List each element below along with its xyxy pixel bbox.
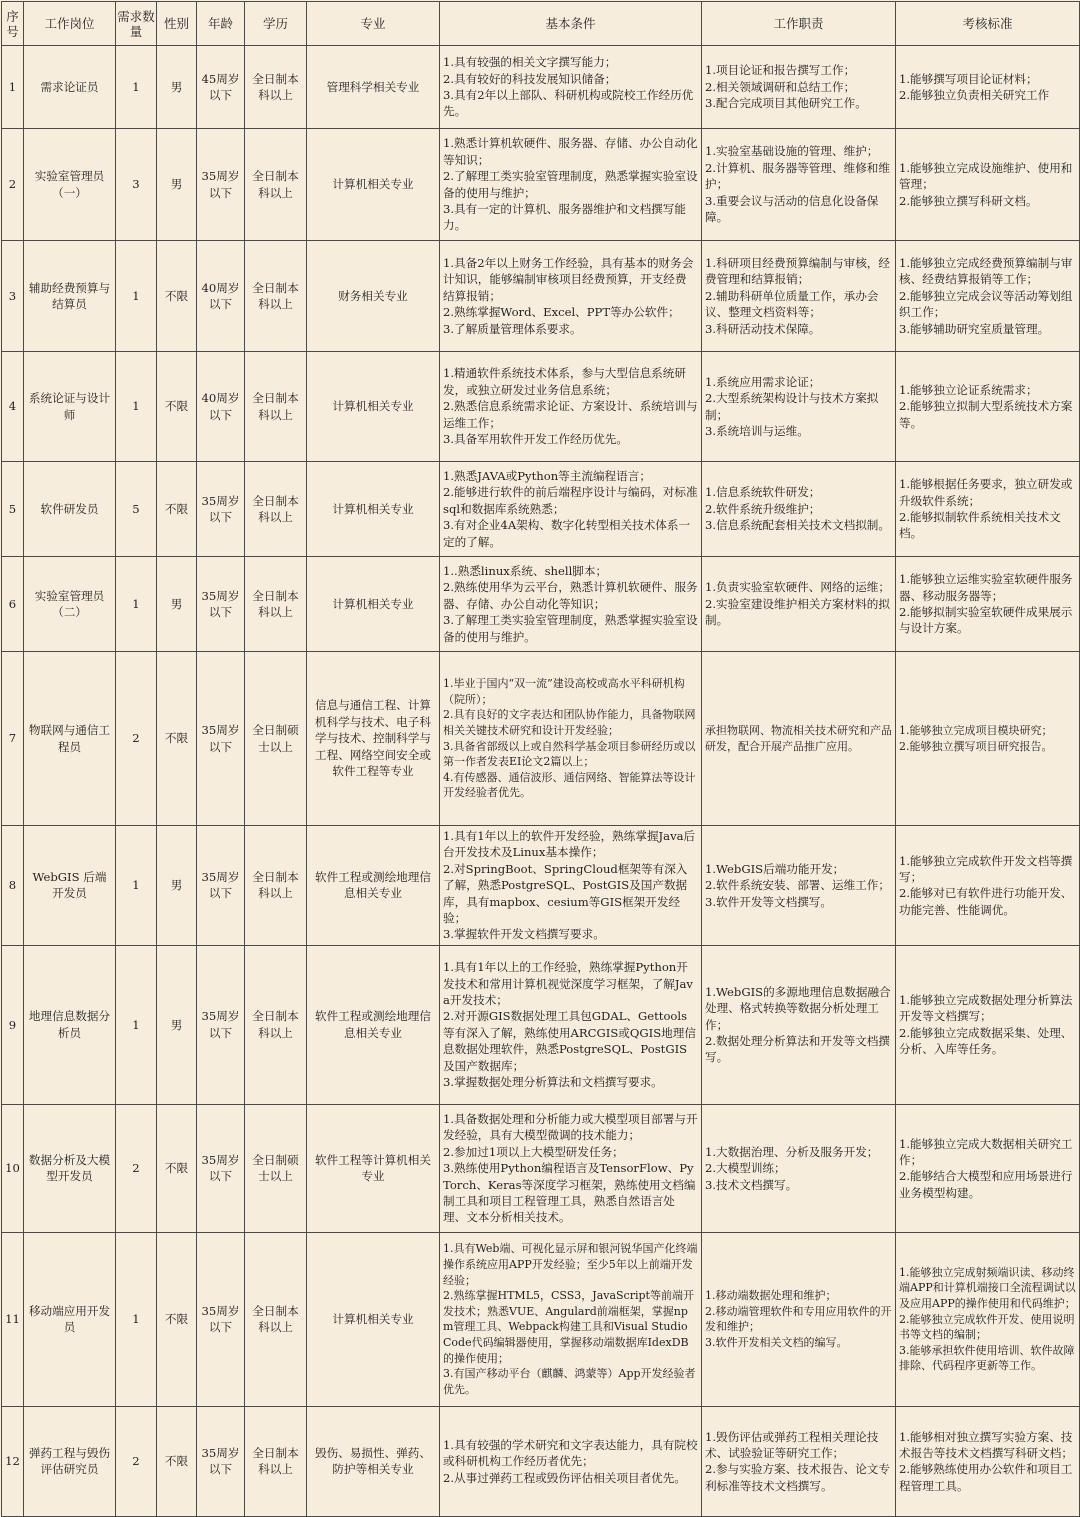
row-conditions xyxy=(440,462,702,557)
list-item: 3.系统培训与运维。 xyxy=(705,423,809,438)
list-item: 1.具有较强的学术研究和文字表达能力，具有院校或科研机构工作经历者优先； xyxy=(443,1437,698,1469)
row-edu: 全日制本科以上 xyxy=(245,462,307,557)
list-item: 3.软件开发相关文档的编写。 xyxy=(705,1335,848,1349)
col-post: 工作岗位 xyxy=(24,2,116,46)
row-no: 7 xyxy=(2,652,24,826)
row-age: 45周岁以下 xyxy=(197,46,245,129)
row-conditions xyxy=(440,652,702,826)
list-item: 1.能够根据任务要求，独立研发或升级软件系统； xyxy=(899,477,1073,508)
list-item: 2.能够独立完成软件开发、使用说明书等文档的编制； xyxy=(899,1312,1075,1342)
list-item: 1.WebGIS的多源地理信息数据融合处理、格式转换等数据分析处理工作； xyxy=(705,984,891,1032)
row-gender: 男 xyxy=(157,945,197,1104)
row-conditions xyxy=(440,1406,702,1516)
list-item: 2.计算机、服务器等管理、维修和维护； xyxy=(705,160,890,192)
row-gender: 不限 xyxy=(157,352,197,462)
table-row xyxy=(2,241,1080,352)
list-item: 2.能够独立完成数据采集、处理、分析、入库等任务。 xyxy=(899,1025,1073,1057)
list-item: 1.熟悉计算机软硬件、服务器、存储、办公自动化等知识； xyxy=(443,136,698,167)
list-item: 2.具有较好的科技发展知识储备； xyxy=(443,71,617,86)
list-item: 1.移动端数据处理和维护； xyxy=(705,1289,837,1303)
row-post: 地理信息数据分析员 xyxy=(24,945,116,1104)
row-count: 1 xyxy=(116,241,157,352)
list-item: 3.技术文档撰写。 xyxy=(705,1177,798,1192)
list-item: 3.配合完成项目其他研究工作。 xyxy=(705,96,867,111)
row-assessment xyxy=(896,826,1080,946)
row-gender: 不限 xyxy=(157,1406,197,1516)
row-major: 财务相关专业 xyxy=(307,241,440,352)
row-duties xyxy=(702,1406,896,1516)
row-no: 9 xyxy=(2,945,24,1104)
row-age: 35周岁以下 xyxy=(197,826,245,946)
list-item: 2.辅助科研单位质量工作，承办会议、整理文档资料等； xyxy=(705,288,879,320)
table-row xyxy=(2,1104,1080,1232)
row-assessment xyxy=(896,1104,1080,1232)
list-item: 1.负责实验室软硬件、网络的运维； xyxy=(705,580,890,595)
row-age: 35周岁以下 xyxy=(197,1232,245,1406)
list-item: 2.能够进行软件的前后端程序设计与编码，对标准sql和数据库系统熟悉； xyxy=(443,485,698,516)
list-item: 3.能够辅助研究室质量管理。 xyxy=(899,321,1050,336)
list-item: 1.能够独立完成项目模块研究； xyxy=(899,723,1053,737)
list-item: 2.具有良好的文字表达和团队协作能力，具备物联网相关关键技术研究和设计开发经验； xyxy=(443,708,696,737)
row-conditions xyxy=(440,46,702,129)
row-conditions xyxy=(440,129,702,241)
list-item: 3.具有2年以上部队、科研机构或院校工作经历优先。 xyxy=(443,88,694,119)
row-duties xyxy=(702,826,896,946)
row-no: 6 xyxy=(2,557,24,652)
col-conditions: 基本条件 xyxy=(440,2,702,46)
list-item: 2.熟练掌握HTML5，CSS3，JavaScript等前端开发技术；熟悉VUE、Angulard前端框架，掌握npm管理工具、Webpack构建工具和Visual Studio Code代码编辑器使用，掌握移动端数据库IdexDB的操作使用； xyxy=(443,1289,694,1365)
list-item: 1.能够独立完成数据处理分析算法开发等文档撰写； xyxy=(899,993,1073,1024)
list-item: 2.能够独立撰写科研文档。 xyxy=(899,193,1038,208)
list-item: 3.信息系统配套相关技术文档拟制。 xyxy=(705,518,890,533)
row-assessment xyxy=(896,945,1080,1104)
list-item: 3.科研活动技术保障。 xyxy=(705,321,821,336)
row-gender: 不限 xyxy=(157,652,197,826)
row-major: 软件工程或测绘地理信息相关专业 xyxy=(307,945,440,1104)
row-major: 软件工程或测绘地理信息相关专业 xyxy=(307,826,440,946)
row-duties xyxy=(702,1104,896,1232)
list-item: 3.了解理工类实验室管理制度，熟悉掌握实验室设备的使用与维护。 xyxy=(443,613,698,644)
list-item: 2.相关领域调研和总结工作； xyxy=(705,79,856,94)
row-gender: 不限 xyxy=(157,462,197,557)
list-item: 1.大数据治理、分析及服务开发； xyxy=(705,1144,879,1159)
list-item: 2.大型系统架构设计与技术方案拟制； xyxy=(705,391,879,422)
row-gender: 男 xyxy=(157,46,197,129)
row-assessment xyxy=(896,557,1080,652)
row-edu: 全日制本科以上 xyxy=(245,129,307,241)
list-item: 2.能够独立撰写项目研究报告。 xyxy=(899,739,1053,753)
list-item: 1.具有Web端、可视化显示屏和银河锐华国产化终端操作系统应用APP开发经验；至少5年以上前端开发经验； xyxy=(443,1242,698,1287)
row-no: 10 xyxy=(2,1104,24,1232)
row-conditions xyxy=(440,241,702,352)
row-post: 数据分析及大模型开发员 xyxy=(24,1104,116,1232)
row-post: WebGIS 后端开发员 xyxy=(24,826,116,946)
list-item: 1.毕业于国内“双一流”建设高校或高水平科研机构（院所）； xyxy=(443,677,685,706)
row-count: 1 xyxy=(116,46,157,129)
list-item: 1.能够独立论证系统需求； xyxy=(899,382,1038,397)
row-edu: 全日制本科以上 xyxy=(245,46,307,129)
list-item: 3.掌握软件开发文档撰写要求。 xyxy=(443,927,605,942)
row-assessment xyxy=(896,462,1080,557)
list-item: 1.毁伤评估或弹药工程相关理论技术、试验验证等研究工作； xyxy=(705,1429,879,1460)
row-edu: 全日制本科以上 xyxy=(245,945,307,1104)
list-item: 1.精通软件系统技术体系，参与大型信息系统研发，或独立研发过业务信息系统； xyxy=(443,366,686,397)
row-assessment xyxy=(896,129,1080,241)
row-gender: 不限 xyxy=(157,1232,197,1406)
row-post: 辅助经费预算与结算员 xyxy=(24,241,116,352)
row-post: 弹药工程与毁伤评估研究员 xyxy=(24,1406,116,1516)
list-item: 3.软件开发等文档撰写。 xyxy=(705,894,832,909)
list-item: 2.对开源GIS数据处理工具包GDAL、Gettools等有深入了解，熟练使用ARCGIS或QGIS地理信息数据处理软件，熟悉PostgreSQL、PostGIS及国产数据库； xyxy=(443,1009,696,1073)
list-item: 2.软件系统升级维护； xyxy=(705,501,821,516)
table-row xyxy=(2,826,1080,946)
recruitment-table xyxy=(1,1,1080,1517)
row-count: 2 xyxy=(116,1104,157,1232)
list-item: 2.能够拟制软件系统相关技术文档。 xyxy=(899,510,1061,541)
list-item: 3.了解质量管理体系要求。 xyxy=(443,321,582,336)
header-row xyxy=(2,2,1080,46)
list-item: 2.熟悉信息系统需求论证、方案设计、系统培训与运维工作； xyxy=(443,399,698,430)
row-edu: 全日制本科以上 xyxy=(245,1406,307,1516)
table-row xyxy=(2,129,1080,241)
list-item: 1.能够独立运维实验室软硬件服务器、移动服务器等； xyxy=(899,572,1073,603)
list-item: 2.能够熟练使用办公软件和项目工程管理工具。 xyxy=(899,1462,1073,1493)
list-item: 1.能够独立完成大数据相关研究工作； xyxy=(899,1136,1073,1167)
list-item: 承担物联网、物流相关技术研究和产品研发，配合开展产品推广应用。 xyxy=(705,723,892,753)
list-item: 1.系统应用需求论证； xyxy=(705,374,821,389)
row-edu: 全日制硕士以上 xyxy=(245,652,307,826)
col-edu: 学历 xyxy=(245,2,307,46)
row-count: 1 xyxy=(116,945,157,1104)
list-item: 2.能够结合大模型和应用场景进行业务模型构建。 xyxy=(899,1169,1073,1200)
row-conditions xyxy=(440,1104,702,1232)
row-count: 1 xyxy=(116,557,157,652)
row-post: 移动端应用开发员 xyxy=(24,1232,116,1406)
table-row xyxy=(2,945,1080,1104)
list-item: 2.对SpringBoot、SpringCloud框架等有深入了解，熟悉PostgreSQL、PostGIS及国产数据库，具有mapbox、cesium等GIS框架开发经验； xyxy=(443,861,688,926)
row-no: 5 xyxy=(2,462,24,557)
list-item: 1.具有较强的相关文字撰写能力； xyxy=(443,55,617,70)
row-edu: 全日制硕士以上 xyxy=(245,1104,307,1232)
col-count: 需求数量 xyxy=(116,2,157,46)
list-item: 2.熟练使用华为云平台，熟悉计算机软硬件、服务器、存储、办公自动化等知识； xyxy=(443,580,698,611)
row-count: 2 xyxy=(116,1406,157,1516)
row-conditions xyxy=(440,352,702,462)
row-major: 计算机相关专业 xyxy=(307,1232,440,1406)
row-age: 35周岁以下 xyxy=(197,652,245,826)
row-post: 实验室管理员（一） xyxy=(24,129,116,241)
row-age: 35周岁以下 xyxy=(197,557,245,652)
row-duties xyxy=(702,46,896,129)
row-no: 4 xyxy=(2,352,24,462)
col-major: 专业 xyxy=(307,2,440,46)
col-duties: 工作职责 xyxy=(702,2,896,46)
list-item: 1.信息系统软件研发； xyxy=(705,485,821,500)
row-major: 计算机相关专业 xyxy=(307,352,440,462)
table-row xyxy=(2,352,1080,462)
row-age: 35周岁以下 xyxy=(197,945,245,1104)
row-count: 1 xyxy=(116,1232,157,1406)
row-edu: 全日制本科以上 xyxy=(245,557,307,652)
list-item: 2.数据处理分析算法和开发等文档撰写。 xyxy=(705,1034,890,1065)
row-assessment xyxy=(896,652,1080,826)
row-post: 软件研发员 xyxy=(24,462,116,557)
row-count: 2 xyxy=(116,652,157,826)
list-item: 2.能够拟制实验室软硬件成果展示与设计方案。 xyxy=(899,605,1073,636)
row-major: 信息与通信工程、计算机科学与技术、电子科学与技术、控制科学与工程、网络空间安全或软件工程等专业 xyxy=(307,652,440,826)
row-gender: 不限 xyxy=(157,241,197,352)
list-item: 3.掌握数据处理分析算法和文档撰写要求。 xyxy=(443,1075,663,1090)
list-item: 2.大模型训练； xyxy=(705,1161,786,1176)
list-item: 3.具备军用软件开发工作经历优先。 xyxy=(443,432,628,447)
row-count: 5 xyxy=(116,462,157,557)
list-item: 2.软件系统安装、部署、运维工作； xyxy=(705,878,890,893)
row-no: 12 xyxy=(2,1406,24,1516)
row-duties xyxy=(702,129,896,241)
row-no: 8 xyxy=(2,826,24,946)
row-age: 40周岁以下 xyxy=(197,352,245,462)
table-row xyxy=(2,46,1080,129)
row-no: 11 xyxy=(2,1232,24,1406)
list-item: 3.能够承担软件使用培训、软件故障排除、代码程序更新等工作。 xyxy=(899,1343,1075,1373)
row-duties xyxy=(702,241,896,352)
list-item: 1.能够独立完成软件开发文档等撰写； xyxy=(899,853,1073,885)
row-count: 3 xyxy=(116,129,157,241)
list-item: 1.能够撰写项目论证材料； xyxy=(899,71,1038,86)
row-duties xyxy=(702,1232,896,1406)
list-item: 3.有国产移动平台（麒麟、鸿蒙等）App开发经验者优先。 xyxy=(443,1367,696,1396)
list-item: 2.能够独立完成会议等活动筹划组织工作； xyxy=(899,288,1073,320)
table-row xyxy=(2,1406,1080,1516)
list-item: 2.能够独立拟制大型系统技术方案等。 xyxy=(899,399,1073,430)
list-item: 3.具有一定的计算机、服务器维护和文档撰写能力。 xyxy=(443,201,686,233)
row-major: 计算机相关专业 xyxy=(307,557,440,652)
list-item: 1.具有1年以上的工作经验，熟练掌握Python开发技术和常用计算机视觉深度学习框架，了解Java开发技术； xyxy=(443,960,693,1008)
col-age: 年龄 xyxy=(197,2,245,46)
row-gender: 男 xyxy=(157,129,197,241)
row-post: 物联网与通信工程员 xyxy=(24,652,116,826)
row-age: 35周岁以下 xyxy=(197,1406,245,1516)
list-item: 1.熟悉JAVA或Python等主流编程语言； xyxy=(443,468,651,483)
list-item: 1.科研项目经费预算编制与审核，经费管理和结算报销； xyxy=(705,255,890,287)
list-item: 1.具备2年以上财务工作经验，具有基本的财务会计知识，能够编制审核项目经费预算，开支经费结算报销； xyxy=(443,255,694,303)
list-item: 1.能够独立完成设施维护、使用和管理； xyxy=(899,160,1073,192)
row-age: 40周岁以下 xyxy=(197,241,245,352)
row-major: 计算机相关专业 xyxy=(307,129,440,241)
row-duties xyxy=(702,462,896,557)
list-item: 1.能够独立完成射频端识读、移动终端APP和计算机端接口全流程调试以及应用APP的操作使用和代码维护； xyxy=(899,1265,1076,1310)
list-item: 1.项目论证和报告撰写工作； xyxy=(705,63,856,78)
row-major: 毁伤、易损性、弹药、防护等相关专业 xyxy=(307,1406,440,1516)
list-item: 1.能够独立完成经费预算编制与审核、经费结算报销等工作； xyxy=(899,255,1073,287)
row-age: 35周岁以下 xyxy=(197,1104,245,1232)
row-post: 实验室管理员（二） xyxy=(24,557,116,652)
row-edu: 全日制本科以上 xyxy=(245,352,307,462)
row-post: 需求论证员 xyxy=(24,46,116,129)
list-item: 3.熟练使用Python编程语言及TensorFlow、PyTorch、Keras等深度学习框架，熟练使用文档编制工具和项目工程管理工具，熟悉自然语言处理、文本分析相关技术。 xyxy=(443,1161,696,1225)
list-item: 2.移动端管理软件和专用应用软件的开发和维护； xyxy=(705,1304,892,1334)
row-assessment xyxy=(896,46,1080,129)
row-edu: 全日制本科以上 xyxy=(245,241,307,352)
row-gender: 男 xyxy=(157,557,197,652)
row-duties xyxy=(702,652,896,826)
table-row xyxy=(2,1232,1080,1406)
row-assessment xyxy=(896,1406,1080,1516)
row-age: 35周岁以下 xyxy=(197,462,245,557)
list-item: 1.具有1年以上的软件开发经验，熟练掌握Java后台开发技术及Linux基本操作； xyxy=(443,829,696,860)
row-duties xyxy=(702,352,896,462)
table-row xyxy=(2,652,1080,826)
row-count: 1 xyxy=(116,352,157,462)
row-edu: 全日制本科以上 xyxy=(245,826,307,946)
list-item: 2.实验室建设维护相关方案材料的拟制。 xyxy=(705,596,890,628)
list-item: 3.有对企业4A架构、数字化转型相关技术体系一定的了解。 xyxy=(443,518,691,549)
list-item: 4.有传感器、通信波形、通信网络、智能算法等设计开发经验者优先。 xyxy=(443,770,696,800)
row-assessment xyxy=(896,1232,1080,1406)
col-gender: 性别 xyxy=(157,2,197,46)
list-item: 3.重要会议与活动的信息化设备保障。 xyxy=(705,193,879,225)
list-item: 2.参加过1项以上大模型研发任务； xyxy=(443,1144,624,1159)
row-no: 1 xyxy=(2,46,24,129)
col-assessment: 考核标准 xyxy=(896,2,1080,46)
list-item: 1.WebGIS后端功能开发； xyxy=(705,861,845,876)
list-item: 1.能够相对独立撰写实验方案、技术报告等技术文档撰写科研文档； xyxy=(899,1429,1073,1460)
list-item: 2.能够独立负责相关研究工作 xyxy=(899,88,1050,102)
row-no: 3 xyxy=(2,241,24,352)
list-item: 1.具备数据处理和分析能力或大模型项目部署与开发经验，具有大模型微调的技术能力； xyxy=(443,1111,698,1143)
row-gender: 男 xyxy=(157,826,197,946)
list-item: 1.实验室基础设施的管理、维护； xyxy=(705,144,879,159)
list-item: 2.从事过弹药工程或毁伤评估相关项目者优先。 xyxy=(443,1470,686,1485)
row-conditions xyxy=(440,945,702,1104)
row-assessment xyxy=(896,352,1080,462)
list-item: 2.了解理工类实验室管理制度，熟悉掌握实验室设备的使用与维护； xyxy=(443,169,698,200)
table-body xyxy=(2,46,1080,1517)
row-no: 2 xyxy=(2,129,24,241)
table-row xyxy=(2,462,1080,557)
row-major: 管理科学相关专业 xyxy=(307,46,440,129)
row-major: 软件工程等计算机相关专业 xyxy=(307,1104,440,1232)
list-item: 2.参与实验方案、技术报告、论文专利标准等技术文档撰写。 xyxy=(705,1462,890,1493)
table-row xyxy=(2,557,1080,652)
row-duties xyxy=(702,945,896,1104)
row-count: 1 xyxy=(116,826,157,946)
row-conditions xyxy=(440,826,702,946)
row-duties xyxy=(702,557,896,652)
row-edu: 全日制本科以上 xyxy=(245,1232,307,1406)
row-post: 系统论证与设计师 xyxy=(24,352,116,462)
col-no: 序号 xyxy=(2,2,24,46)
row-major: 计算机相关专业 xyxy=(307,462,440,557)
list-item: 1..熟悉linux系统、shell脚本； xyxy=(443,563,608,578)
row-assessment xyxy=(896,241,1080,352)
row-conditions xyxy=(440,1232,702,1406)
list-item: 2.能够对已有软件进行功能开发、功能完善、性能调优。 xyxy=(899,886,1073,917)
list-item: 2.熟练掌握Word、Excel、PPT等办公软件； xyxy=(443,305,680,320)
list-item: 3.具备省部级以上或自然科学基金项目参研经历或以第一作者发表EI论文2篇以上； xyxy=(443,739,696,769)
row-conditions xyxy=(440,557,702,652)
row-gender: 不限 xyxy=(157,1104,197,1232)
row-age: 35周岁以下 xyxy=(197,129,245,241)
